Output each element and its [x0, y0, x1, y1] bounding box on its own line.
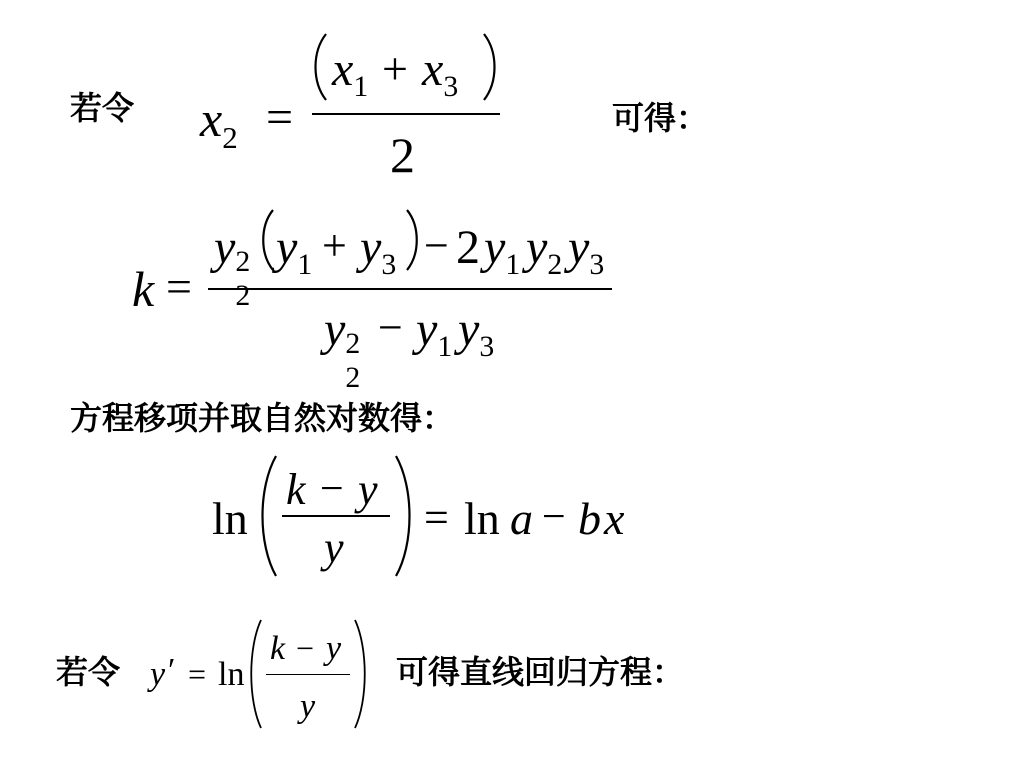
- k-den-y2sq-sub: 2: [345, 361, 361, 395]
- x3-sub: 3: [443, 70, 459, 104]
- ln-rhs-x: x: [604, 493, 625, 544]
- if-let-label-2: 若令: [56, 653, 121, 691]
- k-num-y1-y: y: [276, 221, 298, 274]
- k-num-y2-y: y: [526, 221, 548, 274]
- k-num-y1-sub: 1: [297, 248, 313, 282]
- k-num-paren-left: [258, 208, 276, 272]
- k-num-y2: [526, 221, 563, 282]
- k-num-y1b: [484, 221, 521, 282]
- k-num-y3b-y: y: [568, 221, 590, 274]
- k-den-y2sq: [324, 303, 361, 395]
- yp-num-y: y: [326, 630, 342, 667]
- k-lhs: k: [132, 261, 155, 317]
- x2-lhs-x: x: [200, 91, 223, 147]
- x2-lhs: [200, 91, 238, 155]
- k-num-coef: 2: [456, 221, 480, 274]
- k-num-minus: −: [424, 221, 449, 270]
- yp-den-y: y: [300, 688, 316, 725]
- ln-den-y: y: [324, 523, 344, 572]
- x2-lhs-sub: 2: [222, 119, 238, 155]
- ln-num-minus: −: [320, 466, 344, 512]
- k-num-y1b-sub: 1: [505, 248, 521, 282]
- k-den-y1-sub: 1: [437, 330, 453, 364]
- k-num-y3-y: y: [360, 221, 382, 274]
- x2-fraction-bar: [312, 113, 500, 115]
- k-den-y2sq-exp: 2: [345, 326, 361, 360]
- obtain-line-label: 可得直线回归方程：: [396, 653, 685, 691]
- ln-rhs-ln: ln: [464, 493, 500, 544]
- k-num-y3: [360, 221, 397, 282]
- ln-rhs-minus: −: [542, 494, 566, 540]
- k-formula: [128, 200, 628, 395]
- x2-num-plus: +: [382, 43, 408, 94]
- ln-paren-right: [392, 454, 416, 578]
- k-num-y3b-sub: 3: [589, 248, 605, 282]
- k-num-paren-right: [404, 208, 422, 272]
- k-den-y3: [458, 303, 495, 364]
- k-eq-sign: =: [166, 261, 192, 312]
- ln-rhs-a: a: [510, 493, 533, 544]
- ln-num-y: y: [358, 465, 378, 514]
- yp-paren-left: [246, 618, 264, 730]
- k-num-y2sq: [214, 221, 251, 313]
- if-let-label-1: 若令: [70, 89, 135, 127]
- k-num-y2sq-exp: 2: [235, 244, 251, 278]
- yp-fraction-bar: [266, 674, 350, 675]
- yp-lhs-prime: ′: [168, 652, 176, 689]
- x2-denominator: 2: [390, 127, 415, 183]
- ln-equation: [212, 450, 652, 585]
- ln-eq-sign: =: [424, 493, 449, 542]
- x3-x: x: [422, 43, 444, 96]
- ln-paren-left: [256, 454, 280, 578]
- x2-paren-left: [310, 32, 330, 102]
- obtain-label-1: 可得：: [612, 99, 709, 137]
- k-den-y1-y: y: [416, 303, 438, 356]
- y-prime-definition: [146, 614, 376, 734]
- k-num-y2sq-y: y: [214, 221, 236, 274]
- k-num-y2sq-sub: 2: [235, 279, 251, 313]
- x2-num-x3: [422, 43, 459, 104]
- x2-num-x1: [332, 43, 369, 104]
- k-num-y3b: [568, 221, 605, 282]
- k-den-y1: [416, 303, 453, 364]
- k-num-y1: [276, 221, 313, 282]
- yp-eq-sign: =: [188, 656, 207, 692]
- k-den-y3-y: y: [458, 303, 480, 356]
- yp-lhs-y: y: [150, 656, 166, 693]
- k-den-y3-sub: 3: [479, 330, 495, 364]
- k-num-y1b-y: y: [484, 221, 506, 274]
- ln-num-k: k: [286, 465, 306, 514]
- ln-lhs-ln: ln: [212, 493, 248, 544]
- k-den-minus: −: [378, 303, 403, 352]
- k-fraction-bar: [208, 288, 612, 290]
- yp-num-minus: −: [296, 630, 315, 666]
- k-num-y2-sub: 2: [547, 248, 563, 282]
- x1-sub: 1: [353, 70, 369, 104]
- ln-fraction-bar: [282, 515, 390, 517]
- x2-definition: [196, 28, 516, 188]
- yp-num-k: k: [270, 630, 286, 667]
- x1-x: x: [332, 43, 354, 96]
- k-num-plus: +: [322, 221, 347, 270]
- x2-eq-sign: =: [266, 91, 294, 144]
- k-num-y3-sub: 3: [381, 248, 397, 282]
- ln-rhs-b: b: [578, 493, 601, 544]
- x2-paren-right: [480, 32, 500, 102]
- transform-label: 方程移项并取自然对数得：: [70, 399, 455, 437]
- yp-paren-right: [352, 618, 370, 730]
- k-den-y2sq-y: y: [324, 303, 346, 356]
- yp-ln: ln: [218, 656, 245, 693]
